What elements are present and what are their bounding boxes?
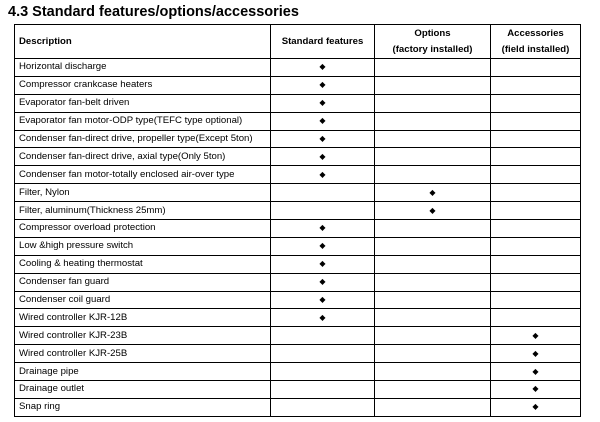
accessory-marker [491, 202, 581, 220]
row-description: Wired controller KJR-12B [15, 309, 271, 327]
accessory-marker [491, 59, 581, 77]
accessory-marker [491, 130, 581, 148]
standard-feature-marker [271, 345, 375, 363]
accessory-marker [491, 237, 581, 255]
row-description: Condenser fan-direct drive, propeller type(Except 5ton) [15, 130, 271, 148]
row-description: Horizontal discharge [15, 59, 271, 77]
option-marker [375, 237, 491, 255]
option-marker [375, 220, 491, 238]
accessory-marker: ◆ [491, 327, 581, 345]
table-row [15, 309, 581, 327]
standard-feature-marker: ◆ [271, 94, 375, 112]
table-header-row [15, 25, 581, 59]
row-description: Condenser fan guard [15, 273, 271, 291]
table-row [15, 148, 581, 166]
table-row [15, 166, 581, 184]
option-marker [375, 381, 491, 399]
column-header-accessories [491, 25, 581, 59]
standard-feature-marker: ◆ [271, 112, 375, 130]
standard-feature-marker: ◆ [271, 273, 375, 291]
row-description: Wired controller KJR-23B [15, 327, 271, 345]
accessory-marker [491, 112, 581, 130]
table-row [15, 94, 581, 112]
section-title: 4.3 Standard features/options/accessories [8, 4, 299, 20]
table-row [15, 59, 581, 77]
option-marker [375, 327, 491, 345]
column-header-description: Description [15, 25, 271, 59]
accessory-marker [491, 255, 581, 273]
table-row [15, 363, 581, 381]
table-row [15, 255, 581, 273]
option-marker [375, 273, 491, 291]
row-description: Drainage outlet [15, 381, 271, 399]
accessory-marker [491, 148, 581, 166]
standard-feature-marker: ◆ [271, 166, 375, 184]
standard-feature-marker: ◆ [271, 220, 375, 238]
standard-feature-marker [271, 202, 375, 220]
accessory-marker: ◆ [491, 398, 581, 416]
standard-feature-marker: ◆ [271, 130, 375, 148]
option-marker [375, 148, 491, 166]
row-description: Condenser coil guard [15, 291, 271, 309]
table-row [15, 381, 581, 399]
option-marker [375, 130, 491, 148]
row-description: Filter, Nylon [15, 184, 271, 202]
standard-feature-marker: ◆ [271, 76, 375, 94]
standard-feature-marker [271, 398, 375, 416]
option-marker [375, 94, 491, 112]
standard-feature-marker: ◆ [271, 148, 375, 166]
row-description: Cooling & heating thermostat [15, 255, 271, 273]
row-description: Drainage pipe [15, 363, 271, 381]
option-marker [375, 255, 491, 273]
row-description: Wired controller KJR-25B [15, 345, 271, 363]
option-marker [375, 345, 491, 363]
table-row [15, 345, 581, 363]
table-body [15, 59, 581, 417]
option-marker [375, 363, 491, 381]
standard-feature-marker: ◆ [271, 59, 375, 77]
accessory-marker [491, 166, 581, 184]
column-header-options-line2: (factory installed) [392, 43, 473, 55]
accessory-marker: ◆ [491, 381, 581, 399]
table-row [15, 112, 581, 130]
features-table [14, 24, 581, 417]
standard-feature-marker [271, 184, 375, 202]
option-marker [375, 309, 491, 327]
accessory-marker: ◆ [491, 345, 581, 363]
accessory-marker [491, 273, 581, 291]
column-header-options [375, 25, 491, 59]
table-row [15, 76, 581, 94]
row-description: Compressor overload protection [15, 220, 271, 238]
row-description: Condenser fan motor-totally enclosed air-over type [15, 166, 271, 184]
table-row [15, 398, 581, 416]
table-row [15, 327, 581, 345]
option-marker [375, 59, 491, 77]
column-header-accessories-line1: Accessories [507, 27, 564, 39]
column-header-standard: Standard features [271, 25, 375, 59]
standard-feature-marker [271, 327, 375, 345]
standard-feature-marker [271, 363, 375, 381]
row-description: Condenser fan-direct drive, axial type(Only 5ton) [15, 148, 271, 166]
option-marker [375, 398, 491, 416]
option-marker: ◆ [375, 184, 491, 202]
option-marker [375, 291, 491, 309]
accessory-marker [491, 291, 581, 309]
row-description: Filter, aluminum(Thickness 25mm) [15, 202, 271, 220]
table-row [15, 184, 581, 202]
standard-feature-marker: ◆ [271, 309, 375, 327]
option-marker [375, 166, 491, 184]
accessory-marker [491, 309, 581, 327]
option-marker [375, 76, 491, 94]
standard-feature-marker: ◆ [271, 255, 375, 273]
table-row [15, 220, 581, 238]
standard-feature-marker: ◆ [271, 237, 375, 255]
row-description: Compressor crankcase heaters [15, 76, 271, 94]
standard-feature-marker [271, 381, 375, 399]
column-header-options-line1: Options [414, 27, 451, 39]
table-row [15, 291, 581, 309]
accessory-marker [491, 76, 581, 94]
table-row [15, 237, 581, 255]
row-description: Snap ring [15, 398, 271, 416]
column-header-accessories-line2: (field installed) [501, 43, 570, 55]
table-row [15, 130, 581, 148]
standard-feature-marker: ◆ [271, 291, 375, 309]
option-marker: ◆ [375, 202, 491, 220]
table-row [15, 202, 581, 220]
row-description: Evaporator fan motor-ODP type(TEFC type optional) [15, 112, 271, 130]
table-row [15, 273, 581, 291]
option-marker [375, 112, 491, 130]
accessory-marker [491, 220, 581, 238]
accessory-marker [491, 184, 581, 202]
row-description: Evaporator fan-belt driven [15, 94, 271, 112]
accessory-marker [491, 94, 581, 112]
row-description: Low &high pressure switch [15, 237, 271, 255]
accessory-marker: ◆ [491, 363, 581, 381]
